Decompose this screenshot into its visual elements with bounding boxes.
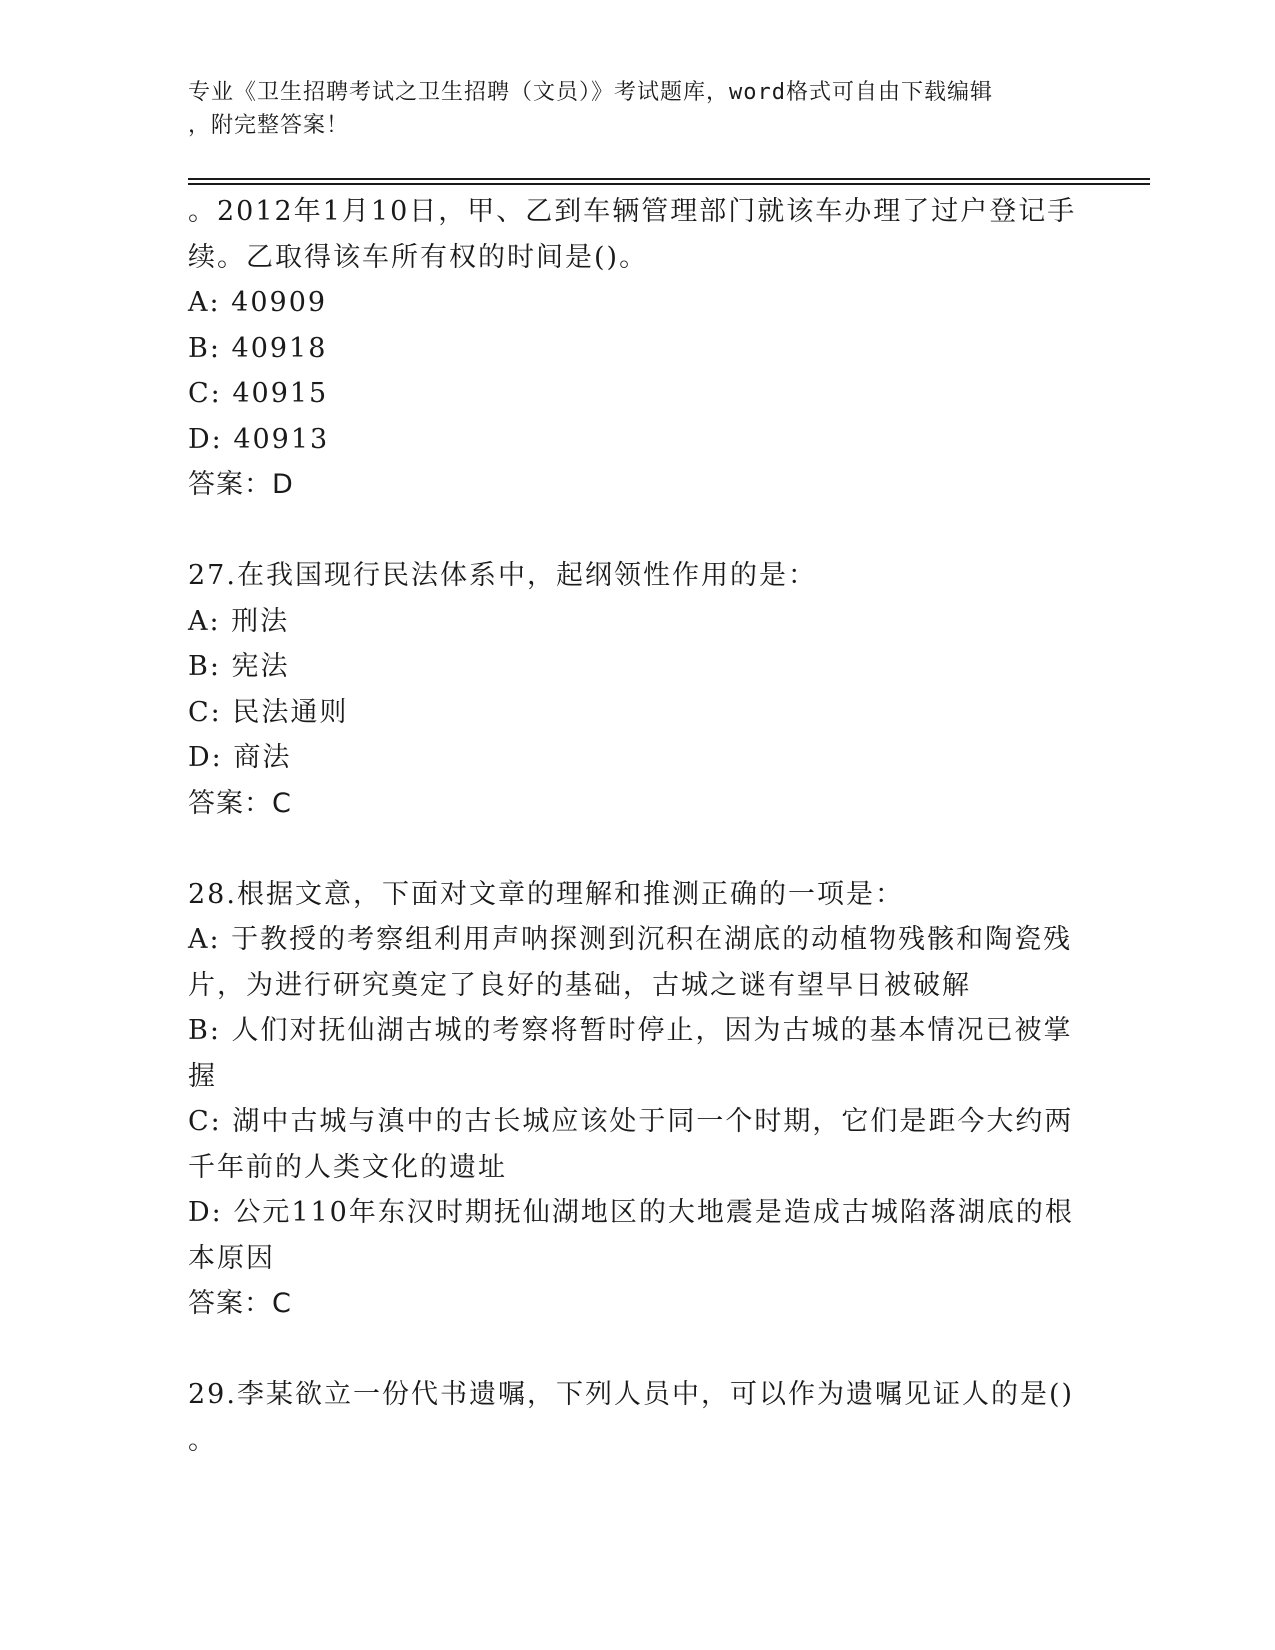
- question-29: [188, 1372, 1088, 1463]
- spacer: [188, 508, 1088, 554]
- document-header: [188, 76, 1068, 142]
- answer-line: 答案：C: [188, 787, 292, 819]
- option-a: A: 40909: [188, 287, 328, 318]
- option-a: A: 刑法: [188, 605, 290, 637]
- option-b-line: B: 人们对抚仙湖古城的考察将暂时停止，因为古城的基本情况已被掌: [188, 1015, 1073, 1046]
- question-stem-line: 。: [188, 1424, 217, 1456]
- option-b: B: 宪法: [188, 651, 290, 682]
- question-list: [188, 189, 1088, 1463]
- option-c: C: 40915: [188, 378, 329, 409]
- option-c-line: 千年前的人类文化的遗址: [188, 1151, 507, 1183]
- option-d: D: 40913: [188, 423, 330, 455]
- question-28: [188, 872, 1088, 1327]
- header-line-2: ，附完整答案！: [188, 113, 350, 138]
- spacer: [188, 826, 1088, 872]
- question-stem: 27.在我国现行民法体系中，起纲领性作用的是：: [188, 560, 817, 591]
- option-b: B: 40918: [188, 332, 328, 364]
- option-a-line: 片，为进行研究奠定了良好的基础，古城之谜有望早日被破解: [188, 969, 971, 1001]
- question-stem-line: 29.李某欲立一份代书遗嘱，下列人员中，可以作为遗嘱见证人的是(): [188, 1379, 1075, 1410]
- spacer: [188, 1327, 1088, 1373]
- answer-line: 答案：D: [188, 469, 294, 500]
- option-a-line: A: 于教授的考察组利用声呐探测到沉积在湖底的动植物残骸和陶瓷残: [188, 924, 1073, 955]
- question-stem-line: 续。乙取得该车所有权的时间是()。: [188, 241, 649, 273]
- option-d-line: D: 公元110年东汉时期抚仙湖地区的大地震是造成古城陷落湖底的根: [188, 1197, 1074, 1228]
- option-b-line: 握: [188, 1060, 217, 1092]
- question-stem: 28.根据文意，下面对文章的理解和推测正确的一项是：: [188, 878, 904, 910]
- question-27: [188, 553, 1088, 826]
- question-26-continued: [188, 189, 1088, 508]
- header-divider-bottom: [188, 183, 1150, 185]
- option-d-line: 本原因: [188, 1242, 275, 1274]
- option-c-line: C: 湖中古城与滇中的古长城应该处于同一个时期，它们是距今大约两: [188, 1106, 1074, 1137]
- option-d: D: 商法: [188, 742, 292, 773]
- answer-line: 答案：C: [188, 1288, 292, 1319]
- question-stem-line: 。2012年1月10日，甲、乙到车辆管理部门就该车办理了过户登记手: [188, 196, 1077, 227]
- header-divider-top: [188, 178, 1150, 180]
- option-c: C: 民法通则: [188, 696, 349, 728]
- header-line-1: 专业《卫生招聘考试之卫生招聘（文员）》考试题库，word格式可自由下载编辑: [188, 80, 993, 105]
